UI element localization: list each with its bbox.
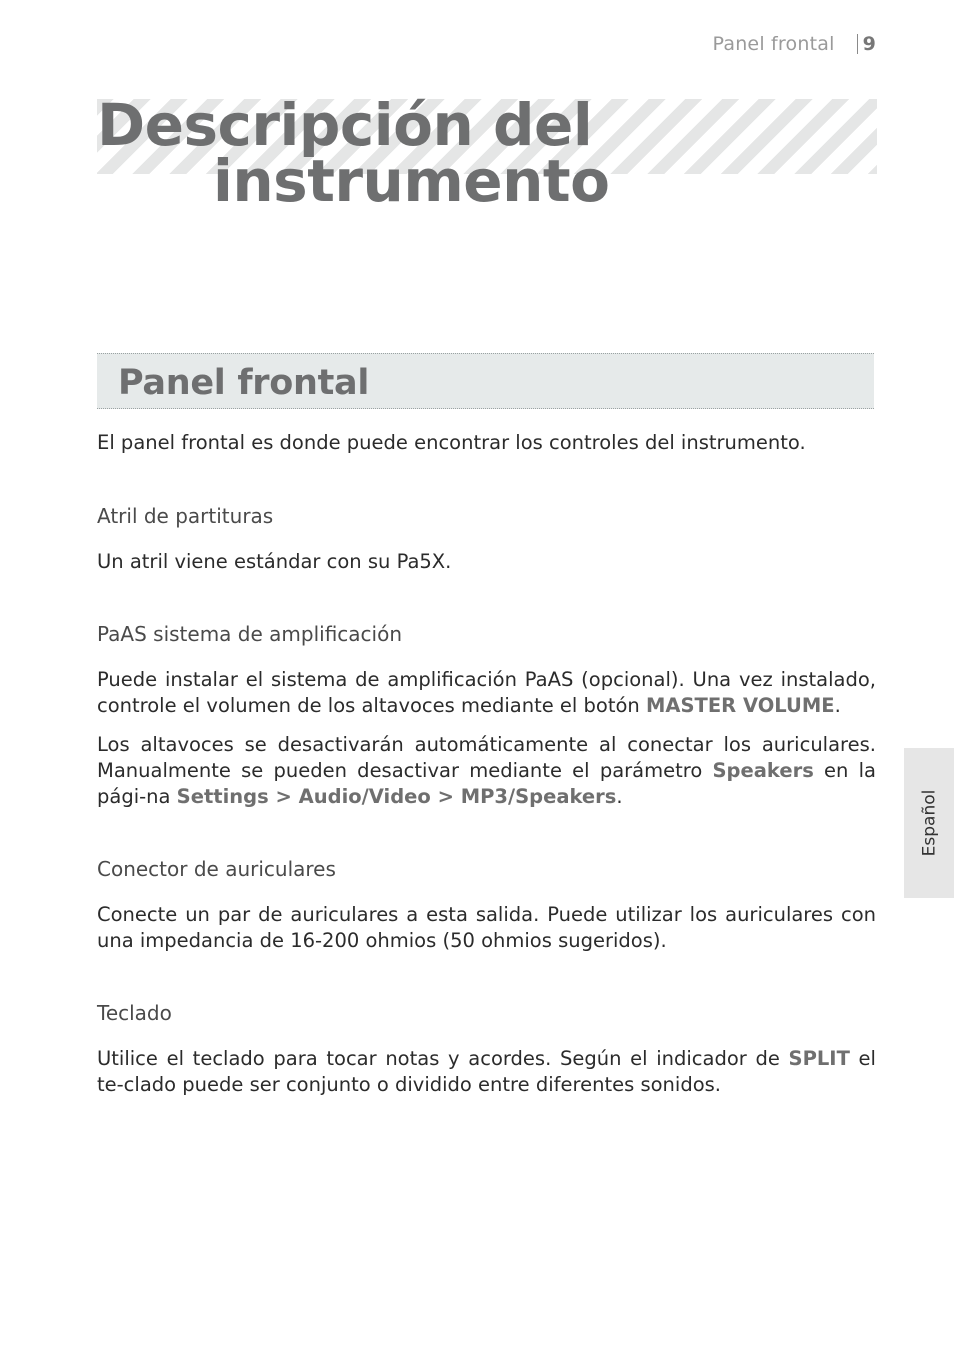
block-auriculares [97,857,876,954]
text-run: en la pági-na [97,759,876,808]
header-divider [857,34,858,54]
intro-paragraph: El panel frontal es donde puede encontrar los controles del instrumento. [97,431,806,454]
keyword-settings-path: Settings > Audio/Video > MP3/Speakers [176,785,617,808]
language-tab-label: Español [919,789,939,857]
keyword-master-volume: MASTER VOLUME [645,694,835,717]
heading-auriculares: Conector de auriculares [97,857,336,881]
running-header [713,33,876,55]
text-run: Los altavoces se desactivarán automáticamente al conectar los auriculares. Manualmente se pueden desactivar mediante el parámetro [97,733,876,782]
text-run: Puede instalar el sistema de amplificación PaAS (opcional). Una vez instalado, controle el volumen de los altavoces mediante el botón [97,668,876,717]
text-run: Utilice el teclado para tocar notas y acordes. Según el indicador de [97,1047,789,1070]
block-paas [97,622,876,810]
section-header-band [97,353,874,409]
paragraph-atril: Un atril viene estándar con su Pa5X. [97,550,452,573]
block-atril [97,504,876,575]
text-run: . [616,785,623,808]
intro-block [97,430,876,456]
chapter-title-line1: Descripción del [97,91,593,159]
chapter-title [97,91,610,215]
paragraph-paas-1 [97,667,876,719]
heading-paas: PaAS sistema de amplificación [97,622,403,646]
keyword-split: SPLIT [788,1047,850,1070]
language-tab [904,748,954,898]
paragraph-teclado [97,1046,876,1098]
header-section: Panel frontal [712,33,835,55]
text-run: el te-clado puede ser conjunto o dividido entre diferentes sonidos. [97,1047,876,1096]
keyword-speakers: Speakers [712,759,814,782]
paragraph-paas-2 [97,732,876,810]
section-title: Panel frontal [118,363,370,403]
heading-atril: Atril de partituras [97,504,274,528]
paragraph-auriculares: Conecte un par de auriculares a esta salida. Puede utilizar los auriculares con una impedancia de 16-200 ohmios (50 ohmios sugeridos). [97,903,876,952]
block-teclado [97,1001,876,1098]
text-run: . [834,694,841,717]
page-number: 9 [862,33,876,55]
chapter-title-line2: instrumento [213,147,610,215]
heading-teclado: Teclado [97,1001,172,1025]
